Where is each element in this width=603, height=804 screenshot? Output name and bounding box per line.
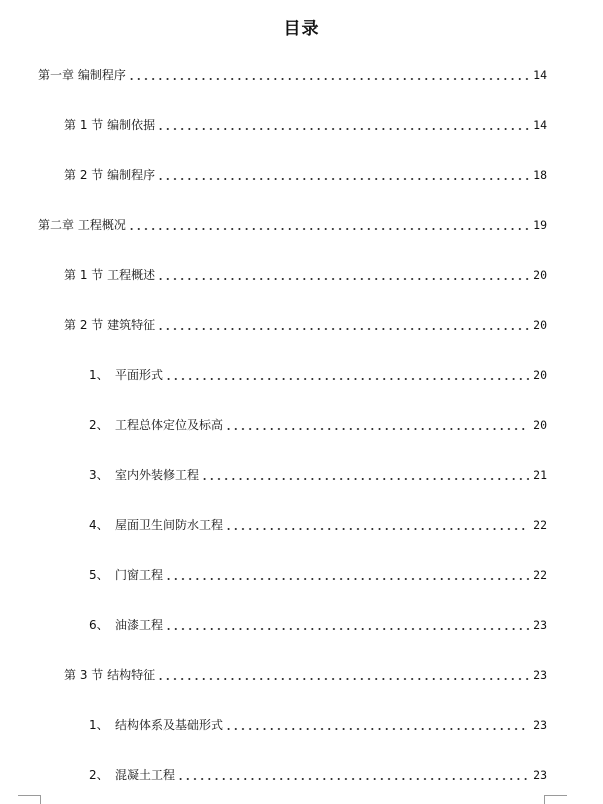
toc-entry-section-2-1[interactable] <box>64 266 547 284</box>
dot-leader <box>177 778 529 780</box>
toc-entry-label: 第 3 节 结构特征 <box>64 668 156 682</box>
toc-entry-label: 门窗工程 <box>115 568 164 582</box>
toc-page-number: 23 <box>533 668 547 682</box>
toc-item-number: 4、 <box>89 518 109 532</box>
toc-page-number: 18 <box>533 168 547 182</box>
toc-entry-label: 室内外装修工程 <box>115 468 200 482</box>
toc-entry-item-2-3-1[interactable] <box>89 716 547 734</box>
toc-entry-item-2-2-1[interactable] <box>89 366 547 384</box>
toc-item-number: 2、 <box>89 768 109 782</box>
toc-entry-section-2-3[interactable] <box>64 666 547 684</box>
toc-entry-item-2-2-2[interactable] <box>89 416 547 434</box>
dot-leader <box>165 628 529 630</box>
toc-item-number: 5、 <box>89 568 109 582</box>
toc-item-number: 3、 <box>89 468 109 482</box>
dot-leader <box>201 478 529 480</box>
toc-entry-label: 第 2 节 编制程序 <box>64 168 156 182</box>
toc-page-number: 23 <box>533 718 547 732</box>
dot-leader <box>128 78 529 80</box>
toc-entry-section-1-2[interactable] <box>64 166 547 184</box>
toc-page-number: 21 <box>533 468 547 482</box>
toc-entry-label: 第一章 编制程序 <box>38 68 126 82</box>
toc-entry-label: 混凝土工程 <box>115 768 176 782</box>
dot-leader <box>157 278 529 280</box>
toc-item-number: 1、 <box>89 368 109 382</box>
crop-mark-left <box>18 795 41 804</box>
toc-page-number: 23 <box>533 618 547 632</box>
toc-item-number: 1、 <box>89 718 109 732</box>
dot-leader <box>225 428 529 430</box>
toc-entry-chapter-2[interactable] <box>38 216 547 234</box>
toc-entry-section-1-1[interactable] <box>64 116 547 134</box>
dot-leader <box>165 378 529 380</box>
toc-page-number: 20 <box>533 268 547 282</box>
toc-item-number: 2、 <box>89 418 109 432</box>
toc-page-number: 20 <box>533 368 547 382</box>
toc-entry-label: 结构体系及基础形式 <box>115 718 224 732</box>
dot-leader <box>157 678 529 680</box>
dot-leader <box>157 128 529 130</box>
toc-entry-item-2-2-4[interactable] <box>89 516 547 534</box>
toc-page-number: 20 <box>533 418 547 432</box>
toc-item-number: 6、 <box>89 618 109 632</box>
dot-leader <box>157 178 529 180</box>
toc-page-number: 14 <box>533 68 547 82</box>
dot-leader <box>225 528 529 530</box>
toc-entry-label: 第 1 节 编制依据 <box>64 118 156 132</box>
toc-entry-label: 平面形式 <box>115 368 164 382</box>
toc-page-number: 22 <box>533 518 547 532</box>
toc-page-number: 22 <box>533 568 547 582</box>
toc-entry-label: 屋面卫生间防水工程 <box>115 518 224 532</box>
toc-page-number: 19 <box>533 218 547 232</box>
toc-entry-label: 第 1 节 工程概述 <box>64 268 156 282</box>
crop-mark-right <box>544 795 567 804</box>
toc-entry-item-2-2-3[interactable] <box>89 466 547 484</box>
dot-leader <box>225 728 529 730</box>
dot-leader <box>165 578 529 580</box>
toc-entry-section-2-2[interactable] <box>64 316 547 334</box>
toc-entry-label: 油漆工程 <box>115 618 164 632</box>
toc-entry-item-2-3-2[interactable] <box>89 766 547 784</box>
toc-page-number: 23 <box>533 768 547 782</box>
toc-page-number: 14 <box>533 118 547 132</box>
toc-entry-label: 工程总体定位及标高 <box>115 418 224 432</box>
toc-entry-label: 第 2 节 建筑特征 <box>64 318 156 332</box>
toc-entry-item-2-2-5[interactable] <box>89 566 547 584</box>
toc-page-number: 20 <box>533 318 547 332</box>
toc-entry-chapter-1[interactable] <box>38 66 547 84</box>
dot-leader <box>128 228 529 230</box>
toc-entry-item-2-2-6[interactable] <box>89 616 547 634</box>
dot-leader <box>157 328 529 330</box>
toc-title: 目录 <box>283 19 320 39</box>
toc-entry-label: 第二章 工程概况 <box>38 218 126 232</box>
